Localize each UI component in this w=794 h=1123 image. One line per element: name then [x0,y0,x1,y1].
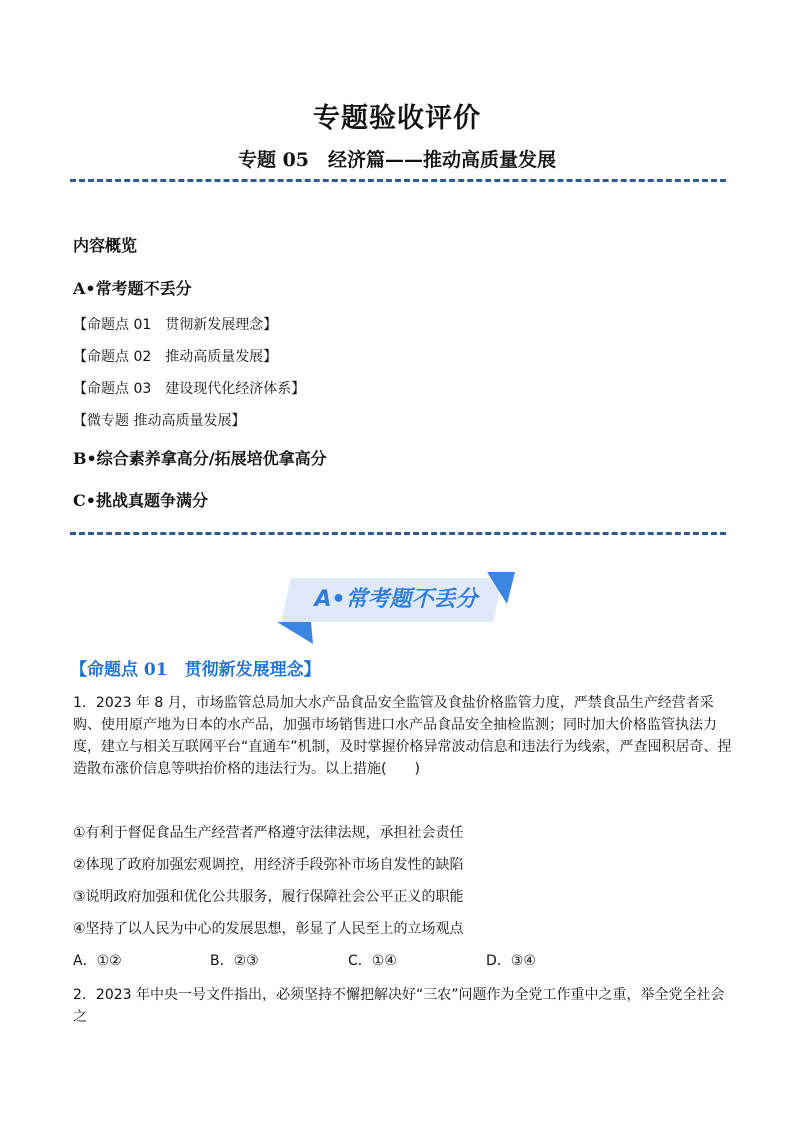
overview-item: 【命题点 03 建设现代化经济体系】 [73,381,306,397]
section-a-label: A•常考题不丢分 [73,279,192,298]
divider-top [70,179,726,182]
question-1-option: ①有利于督促食品生产经营者严格遵守法律法规，承担社会责任 [73,825,464,841]
section-banner-label: A•常考题不丢分 [314,587,478,612]
choice-b: B．②③ [210,953,259,969]
section-b-label: B•综合素养拿高分/拓展培优拿高分 [73,449,327,468]
question-1-stem: 1．2023 年 8 月，市场监管总局加大水产品食品安全监管及食盐价格监管力度，严禁食品生产经营者采购、使用原产地为日本的水产品，加强市场销售进口水产品食品安全抽检监测；同时加大价格监管执法力度，建立与相关互联网平台“直通车”机制，及时掌握价格异常波动信息和违法行为线索，严查囤积居奇、捏造散布涨价信息等哄抬价格的违法行为。以上措施( ) [73,695,732,777]
question-1-option: ③说明政府加强和优化公共服务，履行保障社会公平正义的职能 [73,889,464,905]
choice-a: A．①② [73,953,122,969]
divider-middle [70,532,726,535]
overview-heading: 内容概览 [73,236,138,255]
question-2-stem: 2．2023 年中央一号文件指出，必须坚持不懈把解决好“三农”问题作为全党工作重中之重，举全党全社会之 [73,987,725,1025]
section-c-label: C•挑战真题争满分 [73,491,208,510]
overview-item: 【微专题 推动高质量发展】 [73,413,246,429]
overview-item: 【命题点 02 推动高质量发展】 [73,349,278,365]
choice-c: C．①④ [348,953,397,969]
question-1-option: ②体现了政府加强宏观调控，用经济手段弥补市场自发性的缺陷 [73,857,464,873]
question-1-option: ④坚持了以人民为中心的发展思想，彰显了人民至上的立场观点 [73,921,464,937]
page-title: 专题验收评价 [313,103,481,134]
point-heading: 【命题点 01 贯彻新发展理念】 [70,660,321,680]
choice-d: D．③④ [486,953,536,969]
overview-item: 【命题点 01 贯彻新发展理念】 [73,317,278,333]
page-subtitle: 专题 05 经济篇——推动高质量发展 [237,149,557,171]
